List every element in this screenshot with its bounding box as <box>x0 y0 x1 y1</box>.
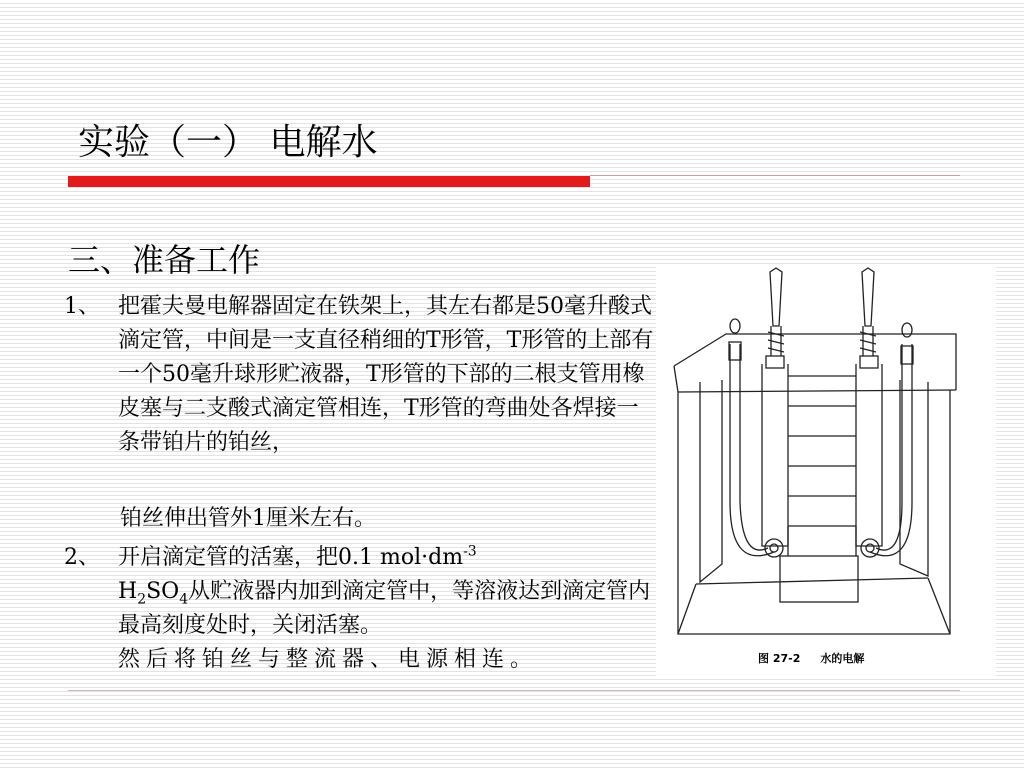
figure-caption <box>758 650 864 666</box>
section-heading: 三、准备工作 <box>68 241 261 279</box>
item-2-part1: 开启滴定管的活塞，把0.1 mol·dm <box>118 545 464 570</box>
list-item-2 <box>64 541 654 677</box>
item-2-subscript-1: 2 <box>137 591 147 608</box>
list-item-1 <box>64 290 654 460</box>
figure-caption-number: 图 27-2 <box>758 652 801 665</box>
item-2-subscript-2: 4 <box>179 591 189 608</box>
title-rule-thin <box>590 175 960 176</box>
figure-caption-text: 水的电解 <box>820 652 865 665</box>
title-rule-red <box>68 176 590 187</box>
item-2-h: H <box>118 579 138 604</box>
electrolysis-figure <box>656 264 996 676</box>
item-number-1: 1、 <box>64 294 100 319</box>
item-2-superscript: -3 <box>463 543 477 560</box>
slide-title: 实验（一） 电解水 <box>78 122 378 163</box>
item-2-line2-text: 从贮液器内加到滴定管中，等溶液达到滴定管内最高刻度处时，关闭活塞。 <box>118 579 651 638</box>
item-2-last-line: 然后将铂丝与整流器、电源相连。 <box>118 647 539 672</box>
item-1-continuation: 铂丝伸出管外1厘米左右。 <box>120 506 376 531</box>
item-2-so: SO <box>146 579 180 604</box>
item-text-2 <box>118 541 654 677</box>
bottom-rule <box>68 690 960 691</box>
item-text-1: 把霍夫曼电解器固定在铁架上，其左右都是50毫升酸式滴定管，中间是一支直径稍细的T形管，T形管的上部有一个50毫升球形贮液器，T形管的下部的二根支管用橡皮塞与二支酸式滴定管相连，T形管的弯曲处各焊接一条带铂片的铂丝， <box>118 294 654 455</box>
item-number-2: 2、 <box>64 545 100 570</box>
hofmann-apparatus-drawing <box>656 264 996 644</box>
